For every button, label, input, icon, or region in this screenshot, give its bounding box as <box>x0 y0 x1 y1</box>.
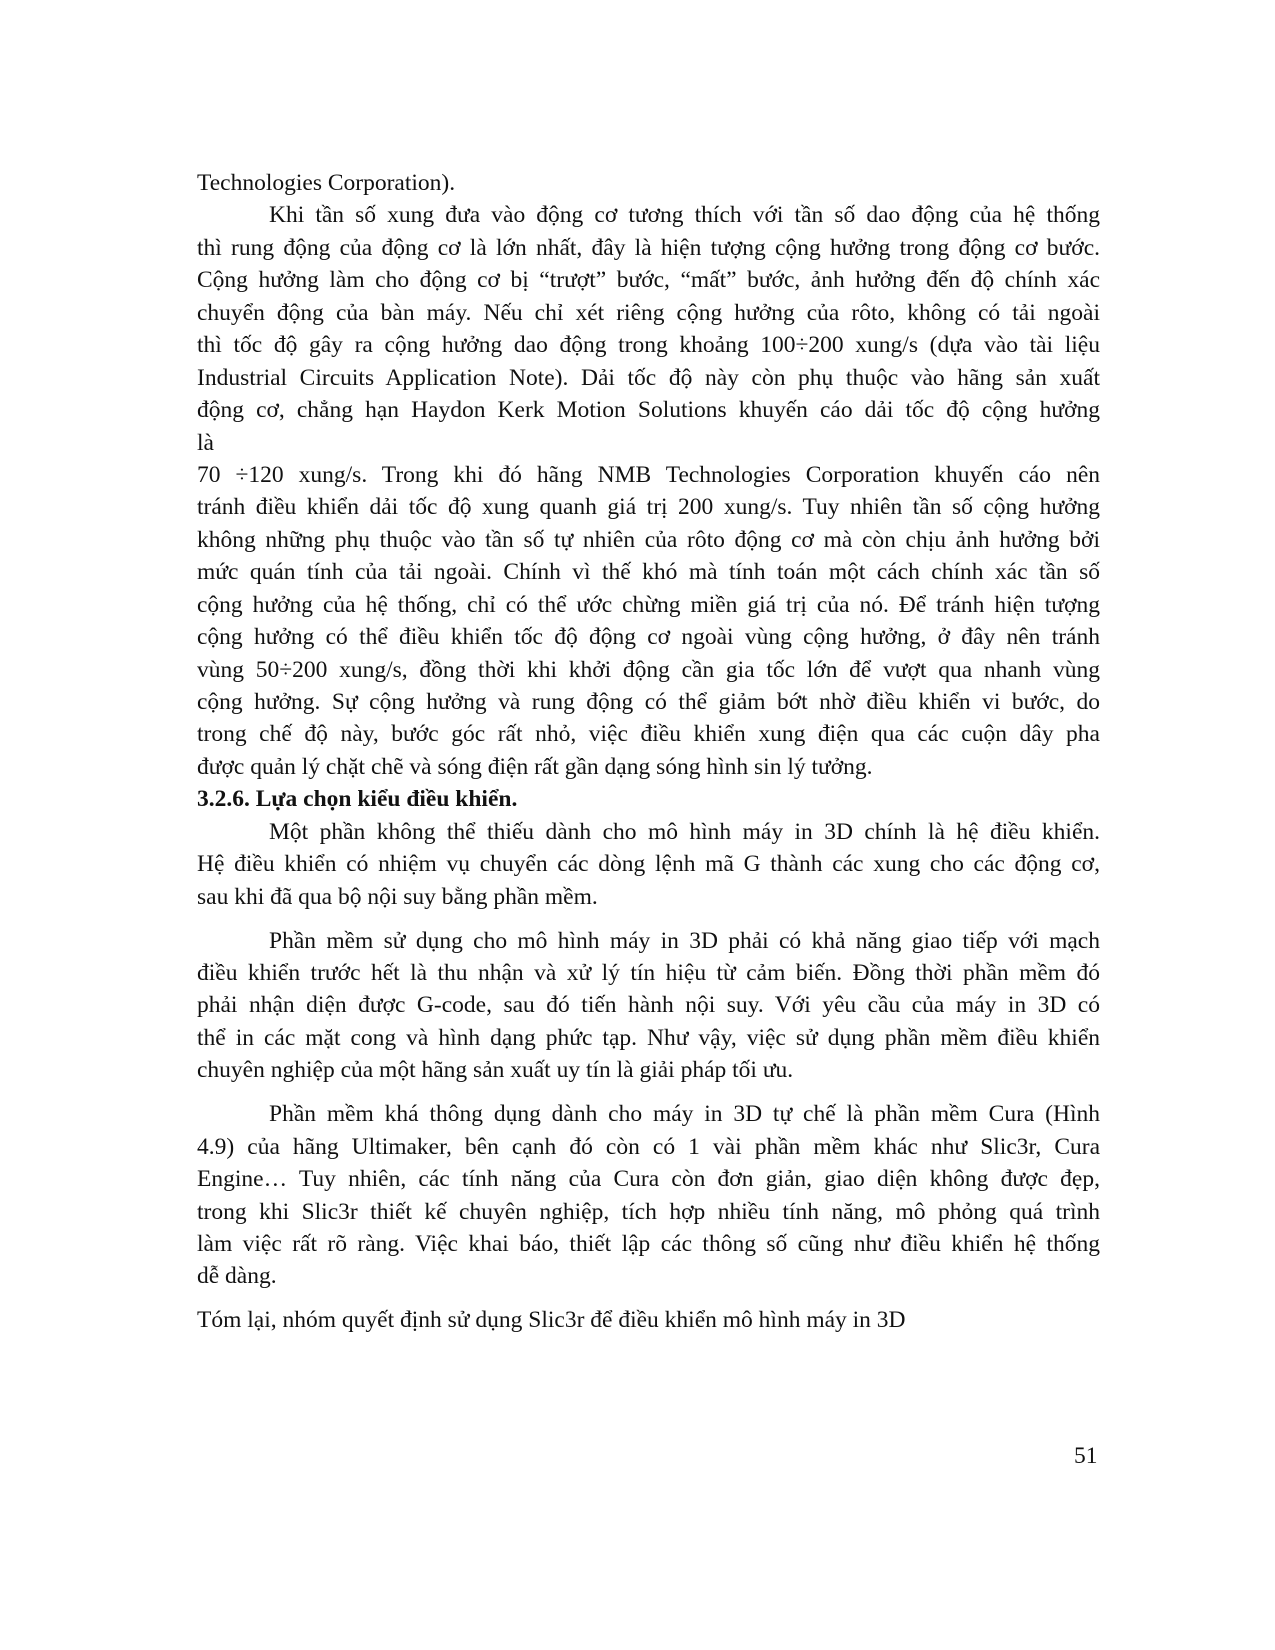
text-line: động cơ, chẳng hạn Haydon Kerk Motion Solutions khuyến cáo dải tốc độ cộng hưởng <box>197 397 1100 424</box>
text-line: Phần mềm sử dụng cho mô hình máy in 3D phải có khả năng giao tiếp với mạch <box>269 927 1100 954</box>
text-line: Engine… Tuy nhiên, các tính năng của Cura còn đơn giản, giao diện không được đẹp, <box>197 1166 1100 1193</box>
text-line: thể in các mặt cong và hình dạng phức tạp. Như vậy, việc sử dụng phần mềm điều khiển <box>197 1024 1100 1051</box>
text-line: thì rung động của động cơ là lớn nhất, đây là hiện tượng cộng hưởng trong động cơ bước. <box>197 234 1100 261</box>
text-line: 70 ÷120 xung/s. Trong khi đó hãng NMB Technologies Corporation khuyến cáo nên <box>197 461 1100 488</box>
text-line: Một phần không thể thiếu dành cho mô hình máy in 3D chính là hệ điều khiển. <box>269 818 1100 845</box>
paragraph <box>197 459 1100 783</box>
text-line: Phần mềm khá thông dụng dành cho máy in 3D tự chế là phần mềm Cura (Hình <box>269 1101 1100 1128</box>
page-number: 51 <box>1074 1443 1098 1469</box>
paragraph <box>197 167 1100 199</box>
text-line: 3.2.6. Lựa chọn kiểu điều khiển. <box>197 786 518 813</box>
text-line: thì tốc độ gây ra cộng hưởng dao động trong khoảng 100÷200 xung/s (dựa vào tài liệu <box>197 332 1100 359</box>
text-line: Technologies Corporation). <box>197 170 456 196</box>
text-line: Cộng hưởng làm cho động cơ bị “trượt” bước, “mất” bước, ảnh hưởng đến độ chính xác <box>197 267 1100 294</box>
text-line: Industrial Circuits Application Note). Dải tốc độ này còn phụ thuộc vào hãng sản xuất <box>197 364 1100 391</box>
paragraph <box>197 1304 1100 1336</box>
text-line: vùng 50÷200 xung/s, đồng thời khi khởi động cần gia tốc lớn để vượt qua nhanh vùng <box>197 656 1100 683</box>
paragraph <box>197 199 1100 459</box>
text-line: phải nhận diện được G-code, sau đó tiến hành nội suy. Với yêu cầu của máy in 3D có <box>197 992 1100 1019</box>
text-line: điều khiển trước hết là thu nhận và xử lý tín hiệu từ cảm biến. Đồng thời phần mềm đó <box>197 960 1100 986</box>
text-line: cộng hưởng. Sự cộng hưởng và rung động có thể giảm bớt nhờ điều khiển vi bước, do <box>197 689 1100 715</box>
text-line: mức quán tính của tải ngoài. Chính vì thế khó mà tính toán một cách chính xác tần số <box>197 559 1100 586</box>
text-line: làm việc rất rõ ràng. Việc khai báo, thiết lập các thông số cũng như điều khiển hệ thống <box>197 1231 1100 1257</box>
text-line: dễ dàng. <box>197 1263 277 1290</box>
text-line: cộng hưởng của hệ thống, chỉ có thể ước chừng miền giá trị của nó. Để tránh hiện tượng <box>197 591 1100 618</box>
text-line: được quản lý chặt chẽ và sóng điện rất gần dạng sóng hình sin lý tưởng. <box>197 753 873 780</box>
text-line: cộng hưởng có thể điều khiển tốc độ động cơ ngoài vùng cộng hưởng, ở đây nên tránh <box>197 624 1100 651</box>
text-line: Khi tần số xung đưa vào động cơ tương thích với tần số dao động của hệ thống <box>269 202 1100 229</box>
paragraph <box>197 925 1100 1087</box>
text-line: tránh điều khiển dải tốc độ xung quanh giá trị 200 xung/s. Tuy nhiên tần số cộng hưởng <box>197 494 1100 521</box>
text-line: không những phụ thuộc vào tần số tự nhiên của rôto động cơ mà còn chịu ảnh hưởng bởi <box>197 526 1100 553</box>
text-line: là <box>197 429 214 456</box>
section-heading <box>197 783 1100 815</box>
text-line: sau khi đã qua bộ nội suy bằng phần mềm. <box>197 883 598 910</box>
paragraph <box>197 816 1100 913</box>
document-body <box>197 167 1100 1337</box>
text-line: trong chế độ này, bước góc rất nhỏ, việc điều khiển xung điện qua các cuộn dây pha <box>197 721 1100 748</box>
text-line: Tóm lại, nhóm quyết định sử dụng Slic3r để điều khiển mô hình máy in 3D <box>197 1307 906 1334</box>
text-line: chuyển động của bàn máy. Nếu chỉ xét riêng cộng hưởng của rôto, không có tải ngoài <box>197 299 1100 326</box>
text-line: 4.9) của hãng Ultimaker, bên cạnh đó còn có 1 vài phần mềm khác như Slic3r, Cura <box>197 1133 1100 1160</box>
text-line: Hệ điều khiển có nhiệm vụ chuyển các dòng lệnh mã G thành các xung cho các động cơ, <box>197 851 1100 878</box>
text-line: chuyên nghiệp của một hãng sản xuất uy tín là giải pháp tối ưu. <box>197 1057 794 1084</box>
text-line: trong khi Slic3r thiết kế chuyên nghiệp, tích hợp nhiều tính năng, mô phỏng quá trình <box>197 1198 1100 1225</box>
paragraph <box>197 1098 1100 1293</box>
